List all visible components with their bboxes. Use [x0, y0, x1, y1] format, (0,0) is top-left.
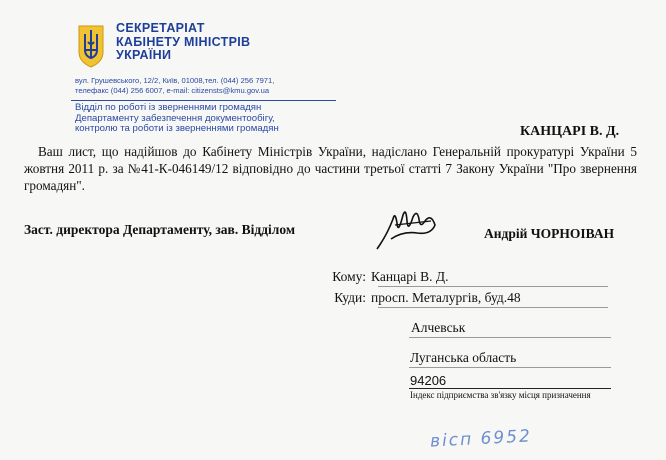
handwritten-signature-icon [373, 205, 439, 253]
letterhead-divider [71, 100, 336, 101]
city-underline [409, 337, 611, 338]
where-value: просп. Металургів, буд.48 [371, 290, 521, 305]
region: Луганська область [410, 350, 517, 365]
handwritten-note: вісп 6952 [429, 426, 533, 452]
addressee: КАНЦАРІ В. Д. [520, 124, 620, 139]
department-name: Відділ по роботі із зверненнями громадян Департаменту забезпечення документообігу, контролю та роботи із зверненнями громадян [75, 102, 279, 134]
org-contact-info: вул. Грушевського, 12/2, Київ, 01008,тел. (044) 256 7971, телефакс (044) 256 6007, e-mail: citizensts@kmu.gov.ua [75, 76, 275, 95]
envelope-where-row [326, 290, 521, 306]
to-label: Кому: [332, 269, 366, 284]
where-label: Куди: [334, 290, 366, 305]
postal-caption: Індекс підприємства зв'язку місця призначення [410, 390, 591, 400]
letter-body: Ваш лист, що надійшов до Кабінету Міністрів України, надіслано Генеральній прокуратурі України 5 жовтня 2011 р. за №41-К-046149/12 відповідно до частини третьої статті 7 Закону України "Про звернення громадян". [24, 144, 637, 193]
postal-underline [409, 388, 611, 389]
envelope-to-row [326, 269, 448, 285]
to-value: Канцарі В. Д. [371, 269, 449, 284]
org-name: СЕКРЕТАРІАТ КАБІНЕТУ МІНІСТРІВ УКРАЇНИ [116, 21, 251, 62]
region-underline [409, 367, 611, 368]
signer-name: Андрій ЧОРНОІВАН [484, 226, 615, 241]
where-underline [378, 307, 608, 308]
to-underline [378, 286, 608, 287]
postal-code: 94206 [410, 373, 447, 388]
trident-emblem-icon [76, 24, 106, 68]
city: Алчевськ [411, 320, 466, 335]
signer-position: Заст. директора Департаменту, зав. Відділом [24, 222, 296, 237]
